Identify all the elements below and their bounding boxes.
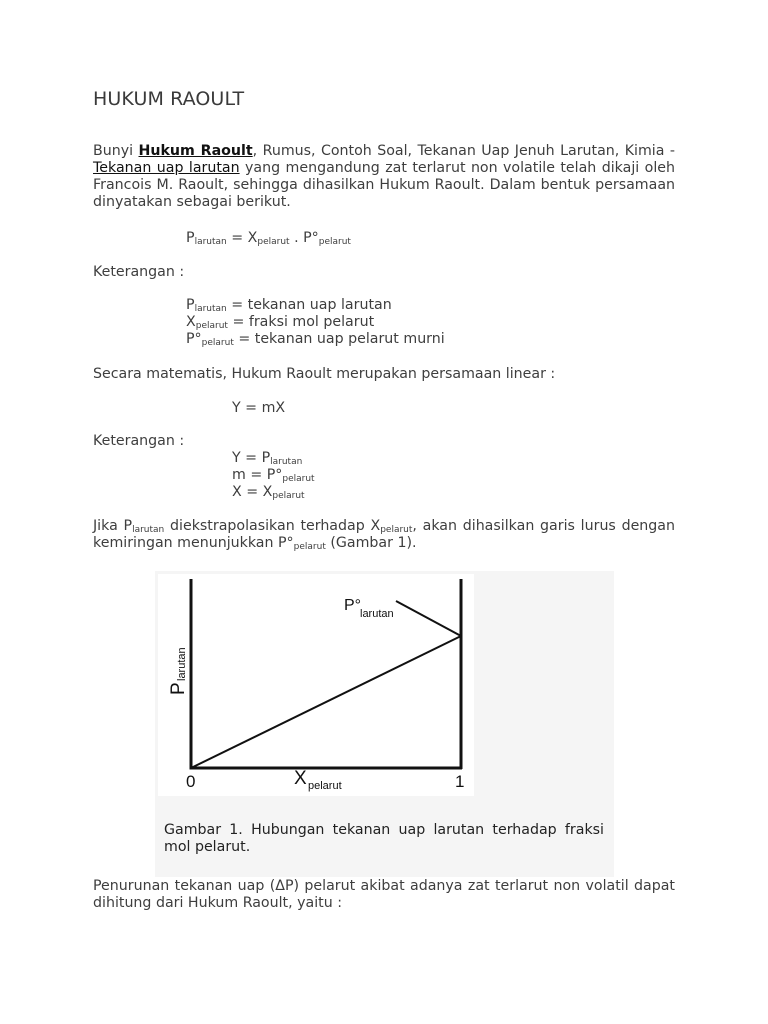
linear-def-m: $m = P^\circ_{pelarut}$ (232, 467, 315, 484)
page-title: HUKUM RAOULT (93, 88, 245, 110)
keterangan-label-2: Keterangan : (93, 433, 185, 449)
x-axis-label: X (294, 768, 307, 789)
linear-equation: Y = mX (232, 400, 286, 416)
definition-x-pelarut: $X_{pelarut}$ = fraksi mol pelarut (186, 314, 375, 331)
annotation-label: P° (344, 597, 362, 614)
annotation-leader-line (396, 601, 461, 636)
svg-text:P: P (168, 682, 189, 695)
x-end-tick-label: 1 (455, 772, 465, 791)
linear-def-y: $Y = P_{larutan}$ (232, 450, 303, 467)
hukum-raoult-link[interactable]: Hukum Raoult (138, 143, 253, 159)
series-line (191, 636, 461, 768)
intro-mid: , Rumus, Contoh Soal, Tekanan Uap Jenuh Larutan, Kimia - (252, 143, 675, 159)
extrapolation-paragraph: Jika $P_{larutan}$ diekstrapolasikan terhadap $X_{pelarut}$, akan dihasilkan garis lurus dengan kemiringan menunjukkan $P^\circ_{pelarut}$ (Gambar 1). (93, 518, 675, 552)
figure-caption: Gambar 1. Hubungan tekanan uap larutan terhadap fraksi mol pelarut. (164, 822, 604, 855)
y-axis-label (168, 647, 189, 695)
definition-p-larutan: $P_{larutan}$ = tekanan uap larutan (186, 297, 392, 314)
keterangan-label: Keterangan : (93, 264, 185, 280)
tekanan-uap-larutan-link[interactable]: Tekanan uap larutan (93, 160, 240, 176)
linear-intro: Secara matematis, Hukum Raoult merupakan persamaan linear : (93, 366, 556, 382)
origin-tick-label: 0 (186, 772, 196, 791)
annotation-sub-label: larutan (360, 608, 394, 620)
raoult-equation: $P_{larutan} = X_{pelarut}$ . $P^\circ_{pelarut}$ (186, 230, 351, 247)
intro-prefix: Bunyi (93, 143, 139, 159)
linear-def-x: $X = X_{pelarut}$ (232, 484, 305, 501)
svg-text:larutan: larutan (176, 647, 188, 681)
definition-p0-pelarut: $P^\circ_{pelarut}$ = tekanan uap pelarut murni (186, 331, 445, 348)
x-axis-sub-label: pelarut (308, 780, 342, 792)
closing-paragraph: Penurunan tekanan uap (ΔP) pelarut akibat adanya zat terlarut non volatil dapat dihitung dari Hukum Raoult, yaitu : (93, 878, 675, 911)
intro-suffix: yang mengandung zat terlarut non volatile telah dikaji oleh Francois M. Raoult, sehingga dihasilkan Hukum Raoult. Dalam bentuk persamaan dinyatakan sebagai berikut. (93, 160, 675, 210)
